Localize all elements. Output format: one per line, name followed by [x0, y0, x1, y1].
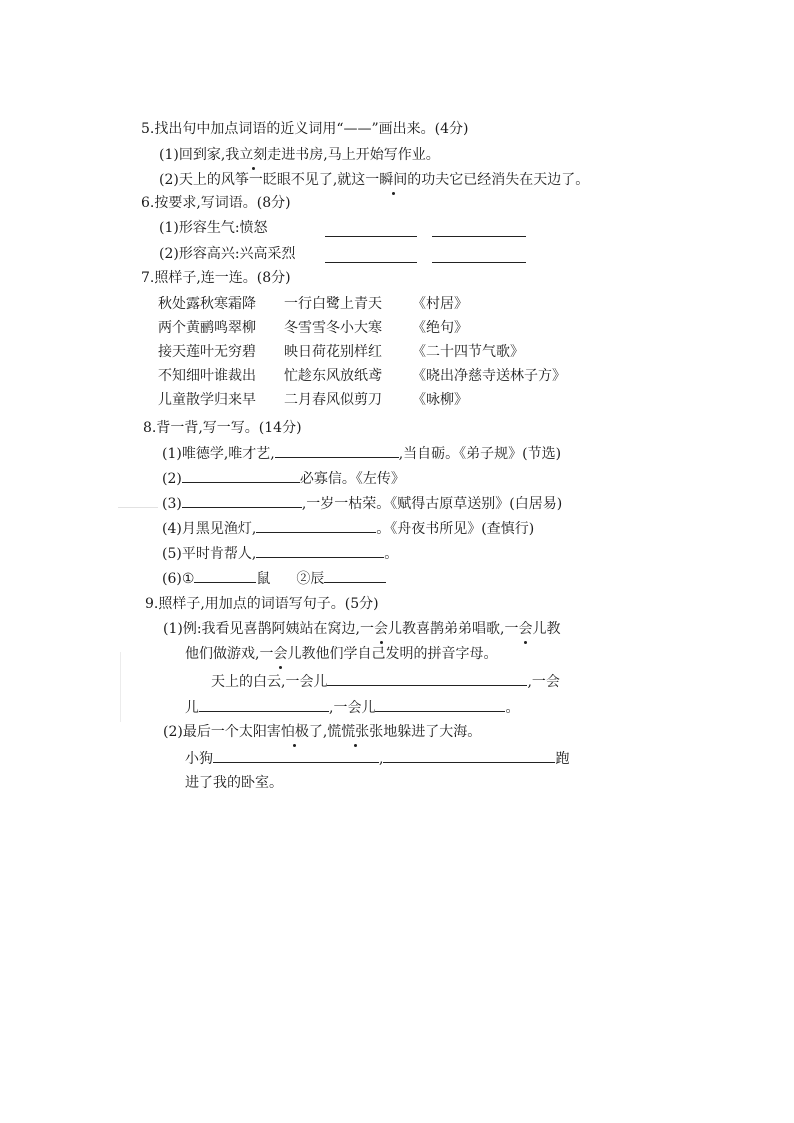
q8-l5-text-a: (5)平时肯帮人, — [162, 546, 257, 562]
q7-col3-item[interactable]: 《绝句》 — [412, 320, 468, 336]
q6-answer-blank-1a[interactable] — [325, 235, 417, 237]
q8-line-5 — [162, 543, 398, 564]
q8-l6-blank-2[interactable] — [324, 568, 386, 583]
q7-col1-item[interactable]: 两个黄鹂鸣翠柳 — [158, 320, 256, 336]
q5-sentence-1 — [159, 145, 440, 165]
q7-column-2 — [284, 294, 382, 414]
q9-ex1-text-c: 教喜鹊弟弟唱歌, — [402, 621, 505, 637]
q7-col3-item[interactable]: 《村居》 — [412, 296, 468, 312]
q6-title: 6.按要求,写词语。(8分) — [141, 195, 291, 211]
q9-w1-blank[interactable] — [327, 671, 527, 686]
q9-ex1-dotted-word: 一会儿 — [504, 621, 547, 637]
q9-ex2-text-a: 他们做游戏, — [185, 646, 260, 662]
q7-col3-item[interactable]: 《咏柳》 — [412, 392, 468, 408]
q7-col1-item[interactable]: 秋处露秋寒霜降 — [158, 296, 256, 312]
q7-title: 7.照样子,连一连。(8分) — [141, 270, 291, 286]
q9-ex2-text-c: 教他们学自己发明的拼音字母。 — [301, 646, 498, 662]
q8-l2-text-b: 必寡信。《左传》 — [299, 471, 405, 487]
q6-item-1: (1)形容生气:愤怒 — [159, 220, 268, 236]
q9-w2-text-a: 儿 — [185, 700, 199, 716]
q8-l3-text-a: (3) — [162, 496, 182, 512]
q8-title: 8.背一背,写一写。(14分) — [143, 420, 302, 436]
q8-line-1 — [162, 443, 561, 464]
q8-l6-text-c: ②辰 — [296, 571, 325, 587]
q9-w3-blank-2[interactable] — [383, 748, 555, 763]
q7-col2-item[interactable]: 映日荷花别样红 — [284, 344, 382, 360]
q9-w3-text-c: 跑 — [555, 751, 570, 767]
q8-l3-text-b: ,一岁一枯荣。《赋得古原草送别》(白居易) — [301, 496, 563, 512]
q9-w3-text-b: , — [379, 751, 384, 767]
q7-col2-item[interactable]: 一行白鹭上青天 — [284, 296, 382, 312]
q7-col3-item[interactable]: 《二十四节气歌》 — [412, 344, 524, 360]
q9-ex1-text-e: 教 — [546, 621, 561, 637]
q9-write-1-line-2 — [185, 697, 519, 718]
q8-line-2 — [162, 468, 405, 489]
q8-l2-blank[interactable] — [182, 468, 300, 483]
q9-write-1-line-1 — [211, 671, 560, 692]
q8-l6-blank-1[interactable] — [194, 568, 256, 583]
q6-answer-blank-1b[interactable] — [432, 235, 526, 237]
q7-col1-item[interactable]: 儿童散学归来早 — [158, 392, 256, 408]
q9-w2-text-c: 。 — [505, 700, 520, 716]
q9-w2-text-b: ,一会儿 — [329, 700, 376, 716]
q7-col2-item[interactable]: 忙趁东风放纸鸢 — [284, 368, 382, 384]
q5-s2-pre: (2)天上的风筝一眨眼不见了,就这一 — [159, 172, 380, 188]
q9-w3-blank-1[interactable] — [213, 748, 379, 763]
q8-l1-text-b: ,当自砺。《弟子规》(节选) — [398, 446, 562, 462]
q7-col1-item[interactable]: 不知细叶谁裁出 — [158, 368, 256, 384]
q9-ex3-text-a: (2)最后一个太阳 — [163, 724, 267, 740]
q7-column-1 — [158, 294, 256, 414]
bleed-through-mark — [118, 493, 158, 508]
q8-line-6 — [162, 568, 386, 589]
q5-s2-dotted-word: 瞬间 — [379, 172, 408, 188]
q9-write-2-line-2: 进了我的卧室。 — [185, 775, 283, 791]
q9-example-1-line-2 — [185, 644, 497, 664]
q7-col2-item[interactable]: 冬雪雪冬小大寒 — [284, 320, 382, 336]
q9-ex3-text-c: , — [322, 724, 328, 740]
q5-s1-pre: (1)回到家,我 — [159, 147, 240, 163]
q9-title: 9.照样子,用加点的词语写句子。(5分) — [145, 596, 379, 612]
q9-write-2-line-1 — [185, 748, 569, 769]
q9-w1-text-b: ,一会 — [527, 674, 560, 690]
q9-ex3-dotted-word: 害怕极了 — [266, 724, 323, 740]
q5-title: 5.找出句中加点词语的近义词用“——”画出来。(4分) — [141, 121, 469, 137]
q5-s1-dotted-word: 立刻 — [239, 147, 268, 163]
q9-w2-blank-2[interactable] — [375, 697, 505, 712]
q6-answer-blank-2a[interactable] — [325, 261, 417, 263]
q7-col3-item[interactable]: 《晓出净慈寺送林子方》 — [412, 368, 566, 384]
q9-w3-text-a: 小狗 — [185, 751, 213, 767]
q6-answer-blank-2b[interactable] — [432, 261, 526, 263]
q7-col2-item[interactable]: 二月春风似剪刀 — [284, 392, 382, 408]
q8-line-4 — [162, 518, 534, 539]
q8-line-3 — [162, 493, 562, 514]
q8-l5-text-b: 。 — [384, 546, 399, 562]
q9-example-1-line-1 — [163, 619, 560, 639]
q9-ex3-text-e: 地躲进了大海。 — [383, 724, 482, 740]
q8-l2-text-a: (2) — [162, 471, 182, 487]
q9-ex1-text-a: (1)例:我看见喜鹊阿姨站在窝边, — [163, 621, 360, 637]
q9-w2-blank-1[interactable] — [199, 697, 329, 712]
q5-s2-post: 的功夫它已经消失在天边了。 — [407, 172, 590, 188]
q8-l6-text-b: 鼠 — [256, 571, 271, 587]
q8-l4-blank[interactable] — [256, 518, 376, 533]
q5-s1-post: 走进书房,马上开始写作业。 — [267, 147, 440, 163]
q8-l6-text-a: (6)① — [162, 571, 195, 587]
q9-ex2-dotted-word: 一会儿 — [259, 646, 302, 662]
q9-example-2 — [163, 722, 481, 742]
q9-ex3-dotted-word: 慌慌张张 — [327, 724, 384, 740]
q8-l1-text-a: (1)唯德学,唯才艺, — [162, 446, 275, 462]
bleed-through-mark — [120, 652, 149, 722]
q8-l1-blank[interactable] — [275, 443, 399, 458]
q8-l5-blank[interactable] — [256, 543, 384, 558]
q5-sentence-2 — [159, 170, 589, 190]
q8-l3-blank[interactable] — [182, 493, 302, 508]
q9-w1-text-a: 天上的白云,一会儿 — [211, 674, 328, 690]
q8-l4-text-b: 。《舟夜书所见》(查慎行) — [376, 521, 535, 537]
q7-col1-item[interactable]: 接天莲叶无穷碧 — [158, 344, 256, 360]
q9-ex1-dotted-word: 一会儿 — [360, 621, 402, 637]
q7-column-3 — [412, 294, 566, 414]
q6-item-2: (2)形容高兴:兴高采烈 — [159, 246, 296, 262]
q8-l4-text-a: (4)月黑见渔灯, — [162, 521, 257, 537]
